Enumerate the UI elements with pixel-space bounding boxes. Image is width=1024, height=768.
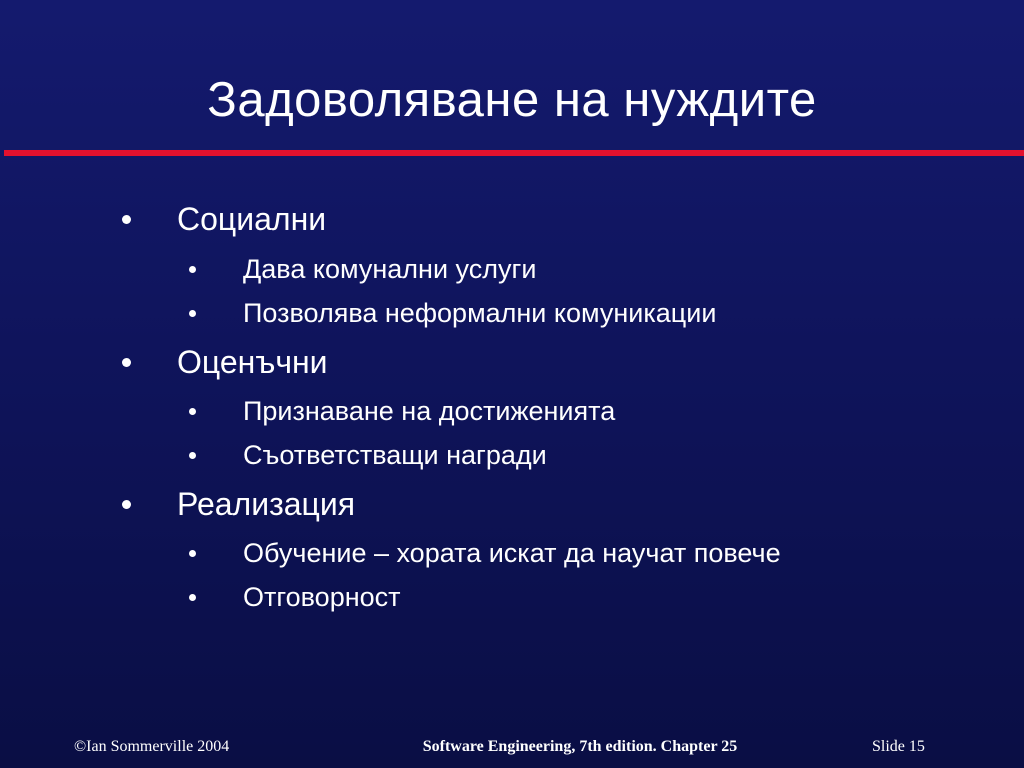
bullet-text: Отговорност xyxy=(243,582,401,612)
bullet-dot-icon xyxy=(122,500,131,509)
bullet-item-level1 xyxy=(0,486,1024,531)
footer-slide-number: Slide 15 xyxy=(872,738,925,755)
bullet-dot-icon xyxy=(122,215,131,224)
bullet-text: Позволява неформални комуникации xyxy=(243,298,717,328)
bullet-item-level2 xyxy=(0,396,1024,439)
bullet-heading: Социални xyxy=(177,201,327,237)
bullet-dot-icon xyxy=(189,452,196,459)
footer-book-title: Software Engineering, 7th edition. Chapter 25 xyxy=(422,738,738,755)
bullet-item-level2 xyxy=(0,440,1024,483)
bullet-item-level2 xyxy=(0,538,1024,581)
bullet-dot-icon xyxy=(189,408,196,415)
bullet-heading: Реализация xyxy=(177,486,356,522)
bullet-text: Дава комунални услуги xyxy=(243,254,537,284)
footer-copyright: ©Ian Sommerville 2004 xyxy=(74,738,230,755)
bullet-item-level2 xyxy=(0,582,1024,625)
bullet-item-level2 xyxy=(0,298,1024,341)
bullet-item-level2 xyxy=(0,254,1024,297)
bullet-dot-icon xyxy=(189,310,196,317)
bullet-heading: Оценъчни xyxy=(177,344,328,380)
bullet-text: Обучение – хората искат да научат повече xyxy=(243,538,781,568)
bullet-item-level1 xyxy=(0,344,1024,389)
bullet-text: Съответстващи награди xyxy=(243,440,547,470)
bullet-dot-icon xyxy=(189,550,196,557)
bullet-text: Признаване на достиженията xyxy=(243,396,616,426)
bullet-dot-icon xyxy=(122,358,131,367)
bullet-item-level1 xyxy=(0,201,1024,246)
bullet-dot-icon xyxy=(189,594,196,601)
slide-title: Задоволяване на нуждите xyxy=(207,73,817,127)
bullet-dot-icon xyxy=(189,266,196,273)
